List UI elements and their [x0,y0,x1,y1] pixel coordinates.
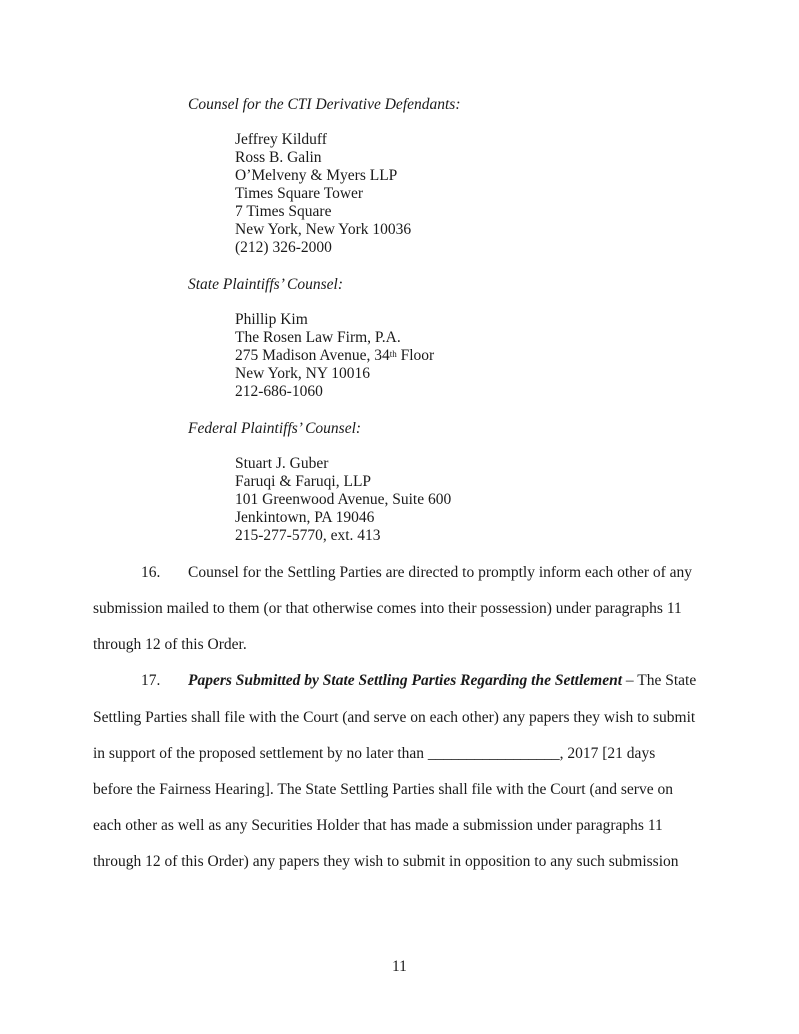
address-line: Jeffrey Kilduff [235,131,327,148]
paragraph-line [188,672,696,690]
paragraph-line: Counsel for the Settling Parties are directed to promptly inform each other of any [188,564,693,581]
address-line: New York, NY 10016 [235,365,371,382]
address-line: O’Melveny & Myers LLP [235,167,398,184]
section-heading-federal-plaintiffs-counsel: Federal Plaintiffs’ Counsel: [188,420,362,437]
section-heading-state-plaintiffs-counsel: State Plaintiffs’ Counsel: [188,276,343,293]
address-line: (212) 326-2000 [235,239,332,256]
address-line: Phillip Kim [235,311,308,328]
paragraph-line: in support of the proposed settlement by no later than _________________, 2017 [21 days [93,745,656,762]
address-line: Ross B. Galin [235,149,322,166]
paragraph-line: through 12 of this Order) any papers they wish to submit in opposition to any such submission [93,853,679,870]
address-line [235,347,434,365]
address-line: 212-686-1060 [235,383,323,400]
address-line: Times Square Tower [235,185,364,202]
paragraph-line: before the Fairness Hearing]. The State Settling Parties shall file with the Court (and serve on [93,781,673,798]
paragraph-line: Settling Parties shall file with the Court (and serve on each other) any papers they wish to submit [93,709,696,726]
address-line-street: 275 Madison Avenue, 34 [235,347,390,364]
paragraph-number: 16. [141,564,161,581]
address-line: Jenkintown, PA 19046 [235,509,375,526]
ordinal-suffix: th [389,349,397,359]
address-line: New York, New York 10036 [235,221,412,238]
address-line: 215-277-5770, ext. 413 [235,527,381,544]
page-number: 11 [392,958,407,975]
paragraph-title: Papers Submitted by State Settling Parties Regarding the Settlement [188,672,623,689]
paragraph-number: 17. [141,672,161,689]
address-line: 7 Times Square [235,203,332,220]
address-line: Faruqi & Faruqi, LLP [235,473,372,490]
paragraph-title-continuation: – The State [622,672,697,689]
paragraph-line: each other as well as any Securities Holder that has made a submission under paragraphs 11 [93,817,663,834]
address-line: 101 Greenwood Avenue, Suite 600 [235,491,452,508]
address-line: The Rosen Law Firm, P.A. [235,329,401,346]
section-heading-cti-defendants-counsel: Counsel for the CTI Derivative Defendants: [188,96,461,113]
address-line-floor: Floor [396,347,435,364]
address-line: Stuart J. Guber [235,455,329,472]
paragraph-line: through 12 of this Order. [93,636,247,653]
paragraph-line: submission mailed to them (or that otherwise comes into their possession) under paragraphs 11 [93,600,682,617]
